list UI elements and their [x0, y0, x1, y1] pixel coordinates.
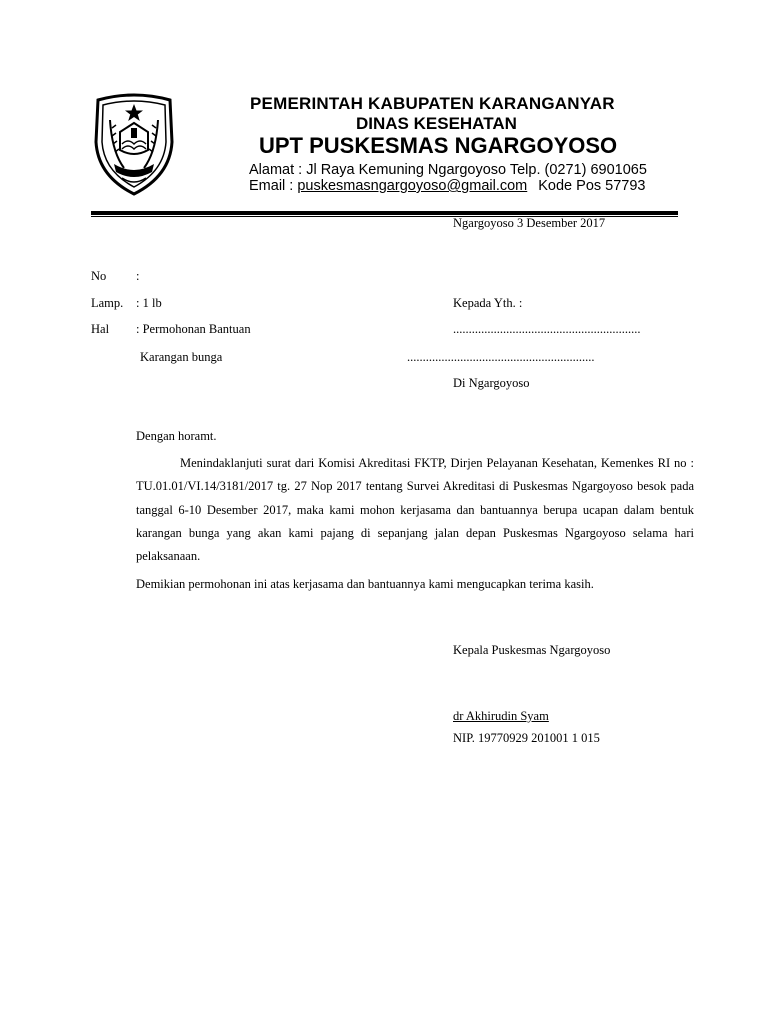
postcode: Kode Pos 57793	[538, 178, 646, 194]
letterhead-divider-thick	[91, 211, 678, 215]
no-label: No	[91, 269, 107, 283]
body-paragraph: Menindaklanjuti surat dari Komisi Akreditasi FKTP, Dirjen Pelayanan Kesehatan, Kemenkes RI no : TU.01.01/VI.14/3181/2017 tg. 27 Nop 2017 tentang Survei Akreditasi di Puskesmas Ngargoyoso besok pada tanggal 6-10 Desember 2017, maka kami mohon kerjasama dan bantuannya berupa ucapan dalam bentuk karangan bunga yang akan kami pajang di sepanjang jalan depan Puskesmas Ngargoyoso selama hari pelaksanaan.	[136, 456, 694, 564]
letterhead-department-line: DINAS KESEHATAN	[356, 114, 517, 133]
lamp-label: Lamp.	[91, 296, 124, 310]
letterhead-government-line: PEMERINTAH KABUPATEN KARANGANYAR	[250, 94, 615, 113]
recipient-blank-line-2: ............................................................	[407, 350, 595, 364]
greeting: Dengan horamt.	[136, 429, 217, 443]
no-value: :	[136, 269, 140, 283]
signatory-nip: NIP. 19770929 201001 1 015	[453, 731, 600, 745]
email-label: Email :	[249, 178, 298, 194]
letterhead-address: Alamat : Jl Raya Kemuning Ngargoyoso Telp. (0271) 6901065	[249, 162, 647, 178]
closing-sentence: Demikian permohonan ini atas kerjasama dan bantuannya kami mengucapkan terima kasih.	[136, 577, 594, 591]
hal-value-continued: Karangan bunga	[140, 350, 223, 364]
letterhead-institution-name: UPT PUSKESMAS NGARGOYOSO	[259, 133, 618, 158]
hal-label: Hal	[91, 322, 110, 336]
hal-value: : Permohonan Bantuan	[136, 322, 251, 336]
recipient-location: Di Ngargoyoso	[453, 376, 530, 390]
recipient-heading: Kepada Yth. :	[453, 296, 523, 310]
recipient-blank-line-1: ............................................................	[453, 322, 641, 336]
place-date: Ngargoyoso 3 Desember 2017	[453, 216, 606, 230]
letterhead-contact-line	[249, 178, 645, 194]
signatory-name: dr Akhirudin Syam	[453, 709, 549, 723]
lamp-value: : 1 lb	[136, 296, 162, 310]
signatory-title: Kepala Puskesmas Ngargoyoso	[453, 643, 611, 657]
regency-emblem-logo	[92, 92, 176, 196]
email-link[interactable]: puskesmasngargoyoso@gmail.com	[297, 178, 528, 194]
